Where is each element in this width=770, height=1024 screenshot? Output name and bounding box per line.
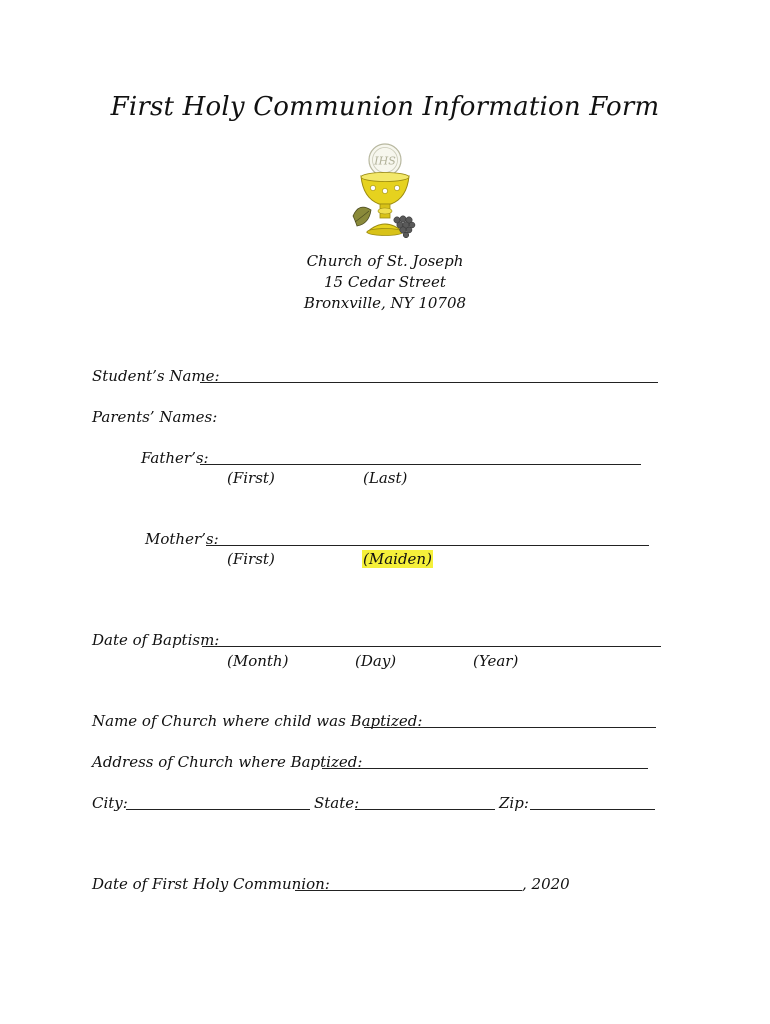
baptism-date-label: Date of Baptism:	[92, 631, 220, 649]
father-label: Father’s:	[141, 449, 209, 467]
baptism-month-hint: (Month)	[227, 652, 289, 670]
baptism-date-field[interactable]	[202, 646, 661, 647]
communion-year-suffix: , 2020	[522, 875, 570, 893]
father-first-hint: (First)	[227, 469, 275, 487]
baptism-church-address-label: Address of Church where Baptized:	[92, 753, 363, 771]
student-name-label: Student’s Name:	[92, 367, 220, 385]
church-name: Church of St. Joseph	[306, 252, 464, 270]
father-last-hint: (Last)	[363, 469, 408, 487]
mother-name-field[interactable]	[206, 545, 649, 546]
father-name-field[interactable]	[200, 464, 641, 465]
state-label: State:	[314, 794, 360, 812]
mother-maiden-hint: (Maiden)	[363, 550, 432, 568]
zip-field[interactable]	[530, 809, 655, 810]
baptism-year-hint: (Year)	[473, 652, 519, 670]
chalice-host-ihs-icon	[351, 140, 417, 240]
student-name-field[interactable]	[200, 382, 658, 383]
church-street: 15 Cedar Street	[324, 273, 446, 291]
communion-date-label: Date of First Holy Communion:	[92, 875, 330, 893]
mother-label: Mother’s:	[145, 530, 219, 548]
baptism-church-name-field[interactable]	[364, 727, 656, 728]
city-field[interactable]	[126, 809, 310, 810]
baptism-church-address-field[interactable]	[322, 768, 648, 769]
form-title: First Holy Communion Information Form	[110, 92, 660, 122]
communion-date-field[interactable]	[295, 890, 522, 891]
city-label: City:	[92, 794, 128, 812]
host-ihs-text: IHS	[374, 154, 396, 168]
state-field[interactable]	[355, 809, 495, 810]
zip-label: Zip:	[499, 794, 529, 812]
mother-first-hint: (First)	[227, 550, 275, 568]
church-city-state-zip: Bronxville, NY 10708	[303, 294, 467, 312]
baptism-church-name-label: Name of Church where child was Baptized:	[92, 712, 423, 730]
baptism-day-hint: (Day)	[355, 652, 397, 670]
parents-names-label: Parents’ Names:	[92, 408, 218, 426]
